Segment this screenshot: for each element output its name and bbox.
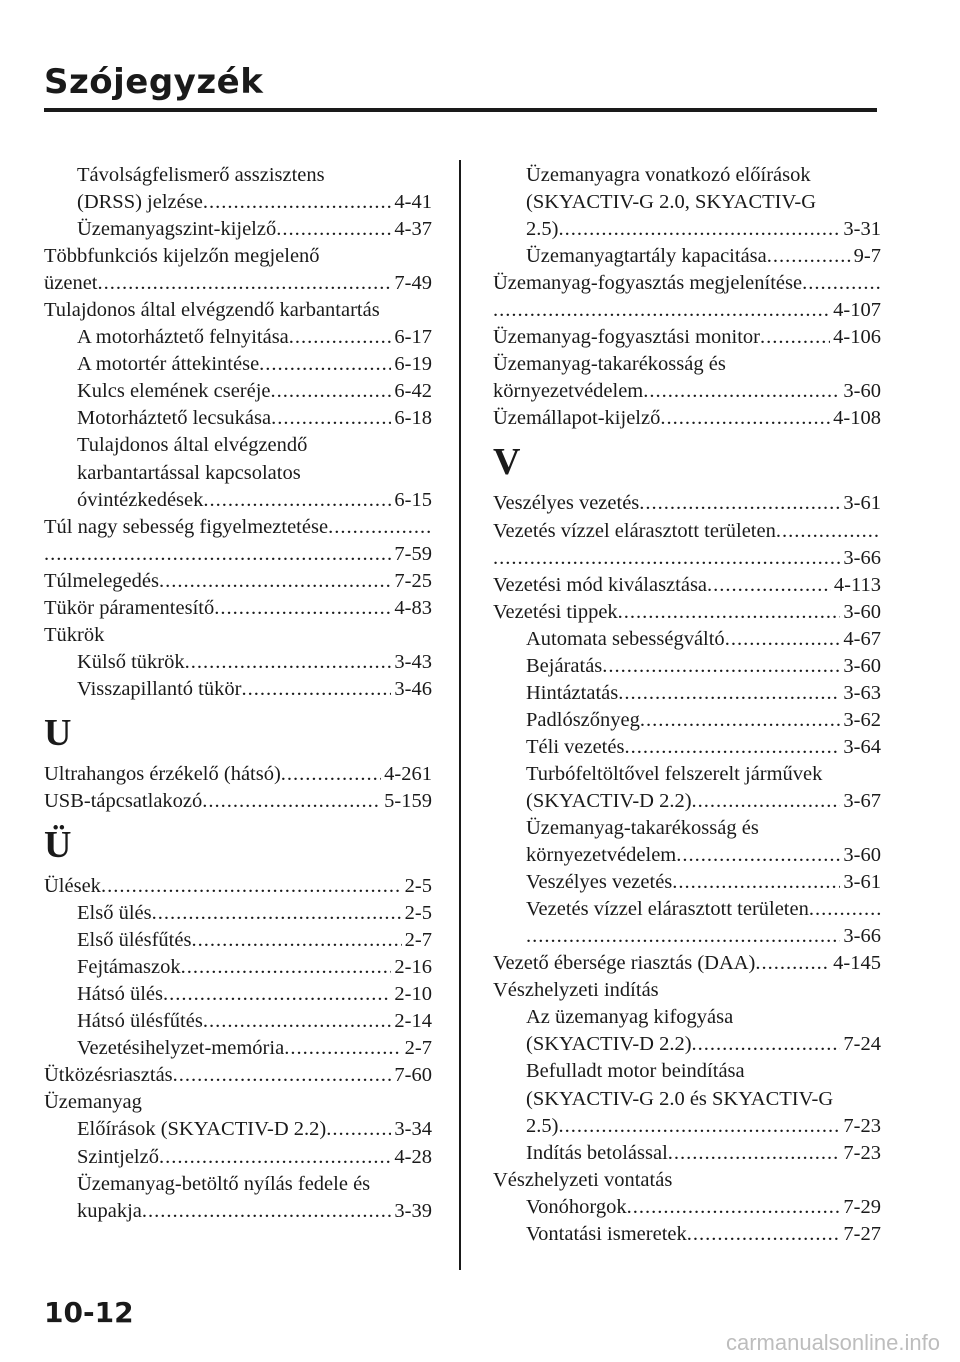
index-entry-page: 2-5 — [404, 902, 432, 925]
index-entry-text: Hátsó ülés — [77, 983, 163, 1006]
dot-leader — [725, 626, 841, 653]
dot-leader — [618, 599, 841, 626]
index-entry — [44, 622, 432, 649]
index-entry — [44, 1144, 432, 1171]
index-entry-page: 4-67 — [843, 627, 881, 650]
dot-leader — [284, 1035, 401, 1062]
dot-leader — [163, 981, 391, 1008]
index-entry-text: Bejáratás — [526, 654, 603, 677]
index-entry — [493, 1221, 881, 1248]
index-entry — [493, 518, 881, 545]
index-entry-text: Tulajdonos által elvégzendő — [77, 434, 308, 457]
index-entry-page: 6-18 — [394, 407, 432, 430]
index-entry — [493, 977, 881, 1004]
dot-leader — [159, 568, 391, 595]
index-entry-text: Ultrahangos érzékelő (hátsó) — [44, 762, 281, 785]
index-column-left — [44, 162, 432, 1225]
index-entry — [44, 460, 432, 487]
index-entry — [44, 243, 432, 270]
index-entry-text: Ütközésriasztás — [44, 1064, 173, 1087]
index-entry — [44, 189, 432, 216]
index-entry-page: 9-7 — [853, 245, 881, 268]
index-entry — [44, 927, 432, 954]
index-entry — [493, 324, 881, 351]
index-entry — [44, 1198, 432, 1225]
index-entry-page: 3-61 — [843, 871, 881, 894]
index-entry-text: Az üzemanyag kifogyása — [526, 1006, 734, 1029]
index-entry-page: 7-25 — [394, 569, 432, 592]
index-entry-page: 7-59 — [394, 542, 432, 565]
index-entry-page: 3-60 — [843, 654, 881, 677]
index-entry-text: Befulladt motor beindítása — [526, 1060, 745, 1083]
dot-leader — [755, 950, 830, 977]
dot-leader — [203, 1008, 392, 1035]
dot-leader — [271, 405, 391, 432]
index-entry — [44, 788, 432, 815]
index-entry — [44, 541, 432, 568]
index-entry — [493, 599, 881, 626]
watermark: carmanualsonline.info — [725, 1330, 940, 1355]
index-entry-text: Motorháztető lecsukása — [77, 407, 272, 430]
index-entry — [493, 1194, 881, 1221]
index-entry-page: 3-34 — [394, 1118, 432, 1141]
index-entry — [44, 1089, 432, 1116]
index-entry — [44, 954, 432, 981]
dot-leader — [159, 1144, 391, 1171]
index-entry-page: 2-5 — [404, 875, 432, 898]
dot-leader — [191, 927, 401, 954]
index-entry-text: Vezető ébersége riasztás (DAA) — [493, 952, 756, 975]
index-entry-text: Túl nagy sebesség figyelmeztetése — [44, 515, 329, 538]
index-entry — [493, 761, 881, 788]
dot-leader — [493, 545, 840, 572]
index-entry — [493, 216, 881, 243]
index-entry-page: 6-42 — [394, 380, 432, 403]
index-entry-text: Indítás betolással — [526, 1141, 668, 1164]
index-entry — [44, 216, 432, 243]
index-entry-page: 4-83 — [394, 596, 432, 619]
dot-leader — [687, 1221, 841, 1248]
index-entry-text: 2.5) — [526, 1114, 559, 1137]
dot-leader — [643, 378, 840, 405]
index-entry-text: Üzemanyag — [44, 1091, 142, 1114]
index-entry — [493, 545, 881, 572]
index-entry — [44, 162, 432, 189]
index-entry-page: 4-107 — [833, 299, 881, 322]
dot-leader — [203, 189, 392, 216]
index-entry — [493, 297, 881, 324]
index-entry-page: 4-113 — [833, 573, 881, 596]
index-entry-text: Üzemanyagszint-kijelző — [77, 218, 277, 241]
index-entry-text: Tükör páramentesítő — [44, 596, 215, 619]
index-entry-page: 3-43 — [394, 650, 432, 673]
index-entry-page: 3-64 — [843, 735, 881, 758]
column-divider — [459, 160, 461, 1270]
index-entry-page: 3-46 — [394, 677, 432, 700]
index-entry-text: (DRSS) jelzése — [77, 191, 203, 214]
dot-leader — [767, 243, 851, 270]
index-entry — [493, 815, 881, 842]
index-entry-text: Vonóhorgok — [526, 1195, 627, 1218]
index-entry — [44, 1171, 432, 1198]
dot-leader — [281, 761, 381, 788]
index-entry-text: (SKYACTIV-G 2.0 és SKYACTIV-G — [526, 1087, 834, 1110]
dot-leader — [142, 1198, 392, 1225]
index-entry — [44, 649, 432, 676]
index-entry-text: Üzemanyagtartály kapacitása — [526, 245, 767, 268]
index-entry-text: Üzemanyag-takarékosság és — [493, 353, 726, 376]
index-entry-page: 3-66 — [843, 546, 881, 569]
index-entry-text: Turbófeltöltővel felszerelt járművek — [526, 762, 823, 785]
dot-leader — [276, 216, 391, 243]
index-entry — [44, 568, 432, 595]
dot-leader — [98, 270, 392, 297]
index-entry-text: Első ülésfűtés — [77, 929, 192, 952]
dot-leader — [640, 707, 841, 734]
index-entry-page: 7-29 — [843, 1195, 881, 1218]
index-entry-page: 7-24 — [843, 1033, 881, 1056]
index-entry — [44, 297, 432, 324]
dot-leader — [668, 1140, 841, 1167]
index-entry — [493, 189, 881, 216]
section-letter: Ü — [44, 824, 72, 867]
index-entry — [44, 676, 432, 703]
index-entry — [493, 707, 881, 734]
dot-leader — [692, 788, 841, 815]
dot-leader — [526, 923, 840, 950]
index-entry — [44, 1116, 432, 1143]
index-entry — [493, 653, 881, 680]
index-entry — [493, 572, 881, 599]
index-entry-text: környezetvédelem — [493, 380, 644, 403]
index-entry-page: 7-23 — [843, 1141, 881, 1164]
index-entry — [493, 405, 881, 432]
section-letter: V — [493, 441, 521, 484]
index-entry-text: Üzemanyag-takarékosság és — [526, 817, 759, 840]
index-entry-page: 2-7 — [404, 929, 432, 952]
index-entry-page: 7-60 — [394, 1064, 432, 1087]
index-entry — [493, 351, 881, 378]
index-entry-text: Vezetés vízzel elárasztott területen — [493, 519, 776, 542]
index-entry — [44, 514, 432, 541]
dot-leader — [676, 842, 840, 869]
index-entry-page: 3-60 — [843, 844, 881, 867]
index-entry-text: (SKYACTIV-D 2.2) — [526, 789, 692, 812]
dot-leader — [44, 541, 391, 568]
page-title: Szójegyzék — [44, 62, 264, 102]
dot-leader — [707, 572, 831, 599]
index-entry-page: 2-14 — [394, 1010, 432, 1033]
index-entry — [493, 680, 881, 707]
dot-leader — [214, 595, 391, 622]
dot-leader — [185, 649, 392, 676]
index-entry — [493, 1031, 881, 1058]
index-entry-text: Visszapillantó tükör — [77, 677, 242, 700]
dot-leader — [624, 734, 840, 761]
dot-leader — [802, 270, 881, 297]
index-entry-text: Kulcs elemének cseréje — [77, 380, 271, 403]
index-entry — [44, 900, 432, 927]
dot-leader — [326, 1116, 391, 1143]
index-entry-text: Automata sebességváltó — [526, 627, 725, 650]
dot-leader — [101, 873, 402, 900]
index-entry-page: 3-67 — [843, 789, 881, 812]
index-entry-text: Vezetési mód kiválasztása — [493, 573, 708, 596]
index-entry-page: 4-41 — [394, 191, 432, 214]
index-entry-text: Téli vezetés — [526, 735, 625, 758]
index-entry-text: Vészhelyzeti vontatás — [493, 1168, 673, 1191]
index-entry — [493, 270, 881, 297]
index-entry-page: 3-66 — [843, 925, 881, 948]
header-rule — [44, 108, 877, 112]
index-entry — [44, 761, 432, 788]
index-entry-text: Ülések — [44, 875, 101, 898]
index-entry-text: Üzemanyag-fogyasztási monitor — [493, 326, 760, 349]
index-entry-text: Előírások (SKYACTIV-D 2.2) — [77, 1118, 327, 1141]
index-entry — [44, 873, 432, 900]
index-entry-page: 7-49 — [394, 272, 432, 295]
dot-leader — [776, 518, 881, 545]
index-entry-text: Üzemanyagra vonatkozó előírások — [526, 164, 811, 186]
index-entry-text: Tükrök — [44, 623, 105, 646]
index-entry — [44, 378, 432, 405]
dot-leader — [660, 405, 830, 432]
index-entry-page: 2-7 — [404, 1037, 432, 1060]
index-entry — [44, 405, 432, 432]
index-entry — [44, 324, 432, 351]
index-entry-text: Vezetési tippek — [493, 600, 618, 623]
index-entry-text: USB-tápcsatlakozó — [44, 789, 203, 812]
dot-leader — [558, 1113, 840, 1140]
index-entry-page: 2-10 — [394, 983, 432, 1006]
index-entry-text: Fejtámaszok — [77, 956, 181, 979]
index-entry-text: Külső tükrök — [77, 650, 185, 673]
index-entry — [493, 734, 881, 761]
index-entry — [493, 842, 881, 869]
index-entry — [493, 950, 881, 977]
index-entry-text: környezetvédelem — [526, 844, 677, 867]
index-entry-page: 6-19 — [394, 353, 432, 376]
index-entry-page: 4-106 — [833, 326, 881, 349]
index-entry-text: Hátsó ülésfűtés — [77, 1010, 203, 1033]
dot-leader — [259, 351, 391, 378]
dot-leader — [241, 676, 391, 703]
index-entry — [44, 270, 432, 297]
index-entry — [493, 923, 881, 950]
index-entry-page: 2-16 — [394, 956, 432, 979]
index-column-right — [493, 162, 881, 1248]
dot-leader — [152, 900, 402, 927]
index-entry — [44, 1035, 432, 1062]
index-entry-text: Vezetésihelyzet-memória — [77, 1037, 285, 1060]
index-entry-text: Padlószőnyeg — [526, 708, 640, 731]
index-entry-text: Veszélyes vezetés — [493, 492, 640, 515]
index-entry — [493, 1167, 881, 1194]
index-entry-text: Üzemállapot-kijelző — [493, 407, 661, 430]
index-entry-page: 3-31 — [843, 218, 881, 241]
dot-leader — [202, 788, 381, 815]
index-entry-page: 3-60 — [843, 380, 881, 403]
index-entry — [493, 1086, 881, 1113]
index-entry-text: Üzemanyag-betöltő nyílás fedele és — [77, 1172, 371, 1195]
index-entry-page: 7-23 — [843, 1114, 881, 1137]
index-entry — [493, 1140, 881, 1167]
index-entry — [44, 981, 432, 1008]
index-entry-page: 4-37 — [394, 218, 432, 241]
index-entry-page: 3-60 — [843, 600, 881, 623]
index-entry-text: Vészhelyzeti indítás — [493, 979, 659, 1002]
dot-leader — [181, 954, 392, 981]
index-entry-text: Többfunkciós kijelzőn megjelenő — [44, 245, 320, 268]
dot-leader — [602, 653, 840, 680]
dot-leader — [493, 297, 830, 324]
dot-leader — [203, 487, 391, 514]
index-entry-text: Tulajdonos által elvégzendő karbantartás — [44, 299, 380, 322]
index-entry-text: (SKYACTIV-D 2.2) — [526, 1033, 692, 1056]
index-entry-page: 4-108 — [833, 407, 881, 430]
index-entry — [493, 1004, 881, 1031]
index-entry-page: 3-62 — [843, 708, 881, 731]
index-entry — [44, 487, 432, 514]
dot-leader — [328, 514, 432, 541]
index-entry — [44, 351, 432, 378]
index-entry-text: Hintáztatás — [526, 681, 619, 704]
index-entry-page: 6-15 — [394, 488, 432, 511]
dot-leader — [672, 869, 840, 896]
dot-leader — [173, 1062, 392, 1089]
index-entry — [44, 595, 432, 622]
dot-leader — [627, 1194, 841, 1221]
index-entry-text: Veszélyes vezetés — [526, 871, 673, 894]
index-entry-text: kupakja — [77, 1199, 142, 1222]
index-entry — [493, 162, 881, 189]
index-entry-page: 3-39 — [394, 1199, 432, 1222]
index-entry — [493, 788, 881, 815]
dot-leader — [692, 1031, 841, 1058]
index-entry-text: A motortér áttekintése — [77, 353, 260, 376]
dot-leader — [618, 680, 840, 707]
index-entry — [493, 869, 881, 896]
index-entry-text: Távolságfelismerő asszisztens — [77, 164, 325, 186]
index-entry — [493, 1113, 881, 1140]
index-entry-text: 2.5) — [526, 218, 559, 241]
index-entry-text: Üzemanyag-fogyasztás megjelenítése — [493, 272, 803, 295]
index-entry-page: 3-63 — [843, 681, 881, 704]
index-entry-text: A motorháztető felnyitása — [77, 326, 289, 349]
index-entry — [493, 490, 881, 517]
index-entry-page: 4-261 — [384, 762, 432, 785]
dot-leader — [271, 378, 392, 405]
dot-leader — [809, 896, 881, 923]
index-entry-text: Szintjelző — [77, 1145, 159, 1168]
section-letter: U — [44, 711, 72, 754]
index-entry — [493, 626, 881, 653]
index-entry-text: óvintézkedések — [77, 488, 204, 511]
index-entry-text: (SKYACTIV-G 2.0, SKYACTIV-G — [526, 191, 817, 214]
dot-leader — [760, 324, 830, 351]
index-entry — [493, 243, 881, 270]
index-entry — [493, 1058, 881, 1085]
index-entry — [493, 378, 881, 405]
dot-leader — [289, 324, 392, 351]
index-entry-page: 4-145 — [833, 952, 881, 975]
index-entry — [493, 896, 881, 923]
index-entry-page: 7-27 — [843, 1222, 881, 1245]
index-entry-text: Túlmelegedés — [44, 569, 159, 592]
page-number: 10-12 — [44, 1296, 134, 1329]
index-entry-page: 6-17 — [394, 326, 432, 349]
index-entry-page: 5-159 — [384, 789, 432, 812]
index-entry-page: 4-28 — [394, 1145, 432, 1168]
index-entry-text: Vezetés vízzel elárasztott területen — [526, 898, 809, 921]
index-entry-text: üzenet — [44, 272, 98, 295]
index-entry — [44, 1062, 432, 1089]
dot-leader — [558, 216, 840, 243]
index-entry — [44, 1008, 432, 1035]
index-entry-text: Vontatási ismeretek — [526, 1222, 687, 1245]
index-entry-text: karbantartással kapcsolatos — [77, 461, 301, 484]
index-entry-text: Első ülés — [77, 902, 152, 925]
index-entry — [44, 432, 432, 459]
index-entry-page: 3-61 — [843, 492, 881, 515]
dot-leader — [639, 490, 840, 517]
